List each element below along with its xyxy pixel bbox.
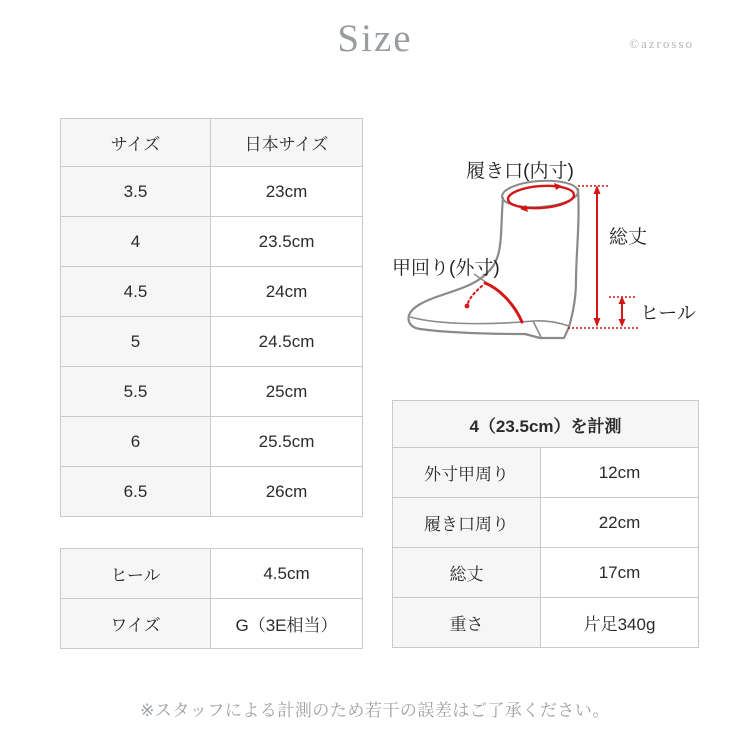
table-row (61, 267, 363, 317)
spec-value-cell: G（3E相当） (211, 599, 363, 649)
spec-label-cell: ヒール (61, 549, 211, 599)
table-row (393, 548, 699, 598)
total-height-label: 総丈 (609, 227, 648, 248)
size-header-cell: サイズ (61, 119, 211, 167)
measure-value-cell: 22cm (541, 498, 699, 548)
page-title: Size (337, 17, 413, 60)
size-cell: 6.5 (61, 467, 211, 517)
measure-value-cell: 12cm (541, 448, 699, 498)
sole-top-line (410, 317, 569, 326)
size-cell: 6 (61, 417, 211, 467)
heel-arrowhead-bottom (619, 319, 626, 327)
table-header-row (393, 401, 699, 448)
measure-label-cell: 重さ (393, 598, 541, 648)
measured-sample-table (392, 400, 699, 648)
table-row (61, 217, 363, 267)
japan-size-cell: 23cm (211, 167, 363, 217)
table-row (61, 467, 363, 517)
table-row (61, 317, 363, 367)
measurement-disclaimer: ※スタッフによる計測のため若干の誤差はご了承ください。 (140, 701, 610, 720)
size-cell: 5.5 (61, 367, 211, 417)
opening-label: 履き口(内寸) (466, 161, 574, 182)
instep-label: 甲回り(外寸) (392, 258, 500, 279)
table-row (61, 167, 363, 217)
japan-size-cell: 25cm (211, 367, 363, 417)
heel-front-line (533, 321, 541, 337)
size-cell: 3.5 (61, 167, 211, 217)
japan-size-cell: 23.5cm (211, 217, 363, 267)
opening-arrowhead-top (554, 183, 562, 190)
copyright-text: ©azrosso (629, 36, 694, 51)
measure-label-cell: 外寸甲周り (393, 448, 541, 498)
measured-sample-header: 4（23.5cm）を計測 (393, 401, 699, 448)
japan-size-header-cell: 日本サイズ (211, 119, 363, 167)
table-row (393, 598, 699, 648)
table-row (61, 367, 363, 417)
japan-size-cell: 24cm (211, 267, 363, 317)
table-row (61, 549, 363, 599)
size-cell: 4 (61, 217, 211, 267)
measure-label-cell: 総丈 (393, 548, 541, 598)
japan-size-cell: 24.5cm (211, 317, 363, 367)
instep-measure-arc (485, 283, 522, 322)
total-height-arrowhead-bottom (594, 318, 601, 327)
table-row (393, 448, 699, 498)
spec-label-cell: ワイズ (61, 599, 211, 649)
measure-value-cell: 17cm (541, 548, 699, 598)
boot-diagram (390, 135, 722, 365)
size-conversion-table (60, 118, 363, 517)
size-cell: 5 (61, 317, 211, 367)
table-row (61, 417, 363, 467)
heel-label: ヒール (640, 303, 696, 324)
measure-value-cell: 片足340g (541, 598, 699, 648)
instep-measure-arc-dashed (468, 286, 482, 303)
japan-size-cell: 25.5cm (211, 417, 363, 467)
size-cell: 4.5 (61, 267, 211, 317)
heel-width-spec-table (60, 548, 363, 649)
table-row (61, 599, 363, 649)
spec-value-cell: 4.5cm (211, 549, 363, 599)
instep-arc-dot (465, 304, 470, 309)
table-row (393, 498, 699, 548)
japan-size-cell: 26cm (211, 467, 363, 517)
measure-label-cell: 履き口周り (393, 498, 541, 548)
table-header-row (61, 119, 363, 167)
